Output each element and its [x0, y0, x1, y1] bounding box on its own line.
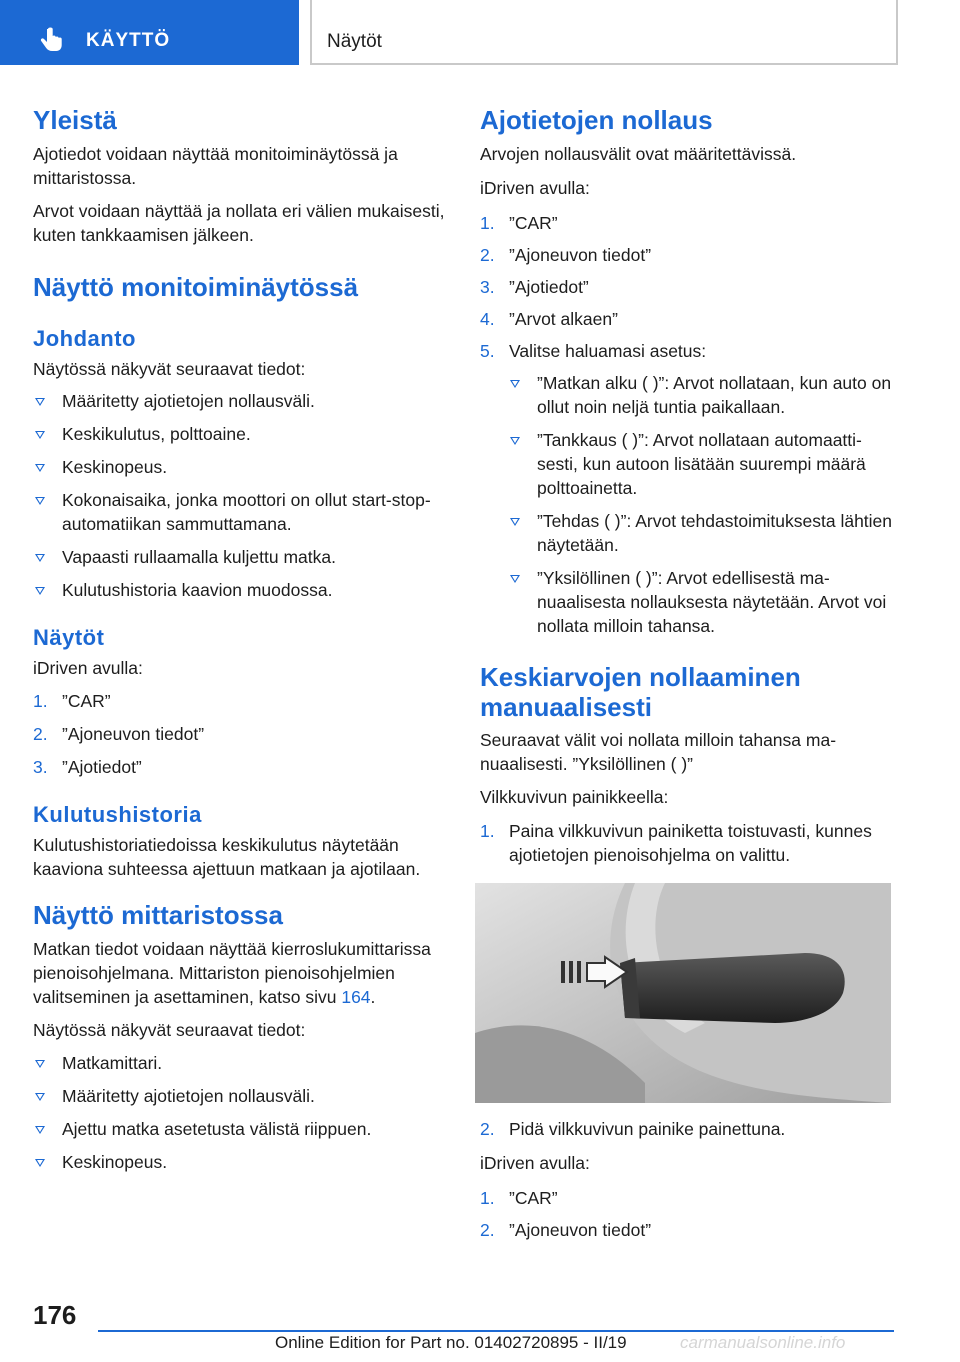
- paragraph: iDriven avulla:: [480, 178, 590, 198]
- paragraph-text: Matkan tiedot voidaan näyttää kierroslukumittarissa pienoisohjelmana. Mittariston pienoisohjelmien valitseminen ja asettaminen, katso sivu: [33, 939, 431, 1007]
- step-number: 1.: [480, 213, 495, 233]
- list-item: [480, 819, 895, 867]
- list-item: [33, 545, 448, 569]
- heading-keskiarvojen-nollaaminen: Keskiarvojen nollaaminen manuaalisesti: [480, 662, 801, 722]
- triangle-bullet-icon: [510, 380, 520, 388]
- heading-johdanto: Johdanto: [33, 326, 136, 351]
- step-list: [480, 1186, 895, 1242]
- paragraph: Ajotiedot voidaan näyttää monitoiminäytössä ja mittaristossa.: [33, 144, 398, 188]
- paragraph: Arvojen nollausvälit ovat määritettävissä.: [480, 144, 797, 164]
- list-item-text: Keskinopeus.: [62, 457, 168, 477]
- page-link[interactable]: 164: [341, 987, 371, 1007]
- list-item: [480, 275, 895, 299]
- list-item-text: Matkamittari.: [62, 1053, 163, 1073]
- stalk-button-photo: [475, 883, 891, 1103]
- list-item-text: Kulutushistoria kaavion muodossa.: [62, 580, 333, 600]
- list-item-text: Määritetty ajotietojen nollausväli.: [62, 391, 315, 411]
- list-item: [33, 389, 448, 413]
- section-label: Näytöt: [327, 31, 382, 52]
- list-item: [33, 689, 448, 713]
- heading-ajotietojen-nollaus: Ajotietojen nollaus: [480, 105, 713, 135]
- step-number: 3.: [33, 757, 48, 777]
- triangle-bullet-icon: [510, 518, 520, 526]
- triangle-bullet-icon: [35, 431, 45, 439]
- step-text: ”Ajoneuvon tiedot”: [62, 724, 205, 744]
- step-text: ”Arvot alkaen”: [509, 309, 618, 329]
- list-item-text: Kokonaisaika, jonka moottori on ollut start-stop-automatiikan sammuttamana.: [62, 490, 431, 534]
- list-item: [33, 1150, 448, 1174]
- step-text: Valitse haluamasi asetus:: [509, 341, 707, 361]
- triangle-bullet-icon: [510, 437, 520, 445]
- step-text: ”Ajotiedot”: [509, 277, 589, 297]
- section-tab: [310, 0, 898, 65]
- paragraph-text: .: [370, 987, 376, 1007]
- step-text: ”Ajoneuvon tiedot”: [509, 245, 652, 265]
- list-item: [480, 1117, 895, 1141]
- triangle-bullet-icon: [35, 398, 45, 406]
- list-item: [480, 339, 895, 363]
- triangle-bullet-icon: [35, 1060, 45, 1068]
- list-item: [508, 371, 895, 419]
- footer-divider: [98, 1330, 894, 1332]
- step-number: 2.: [480, 1119, 495, 1139]
- step-text: Pidä vilkkuvivun painike painettuna.: [509, 1119, 786, 1139]
- list-item: [480, 1218, 895, 1242]
- heading-kulutushistoria: Kulutushistoria: [33, 802, 202, 827]
- heading-yleista: Yleistä: [33, 105, 117, 135]
- list-item: [480, 211, 895, 235]
- list-item-text: ”Tehdas ( )”: Arvot tehdastoimituksesta lähtien näytetään.: [537, 511, 893, 555]
- step-text: ”CAR”: [509, 1188, 558, 1208]
- triangle-bullet-icon: [35, 554, 45, 562]
- triangle-bullet-icon: [35, 1159, 45, 1167]
- heading-naytot: Näytöt: [33, 625, 105, 650]
- paragraph: Näytössä näkyvät seuraavat tiedot:: [33, 359, 306, 379]
- triangle-bullet-icon: [35, 497, 45, 505]
- sub-bullet-list: [508, 371, 895, 638]
- photo-illustration: [475, 883, 891, 1103]
- step-number: 1.: [480, 1188, 495, 1208]
- list-item: [33, 1117, 448, 1141]
- list-item: [480, 1186, 895, 1210]
- triangle-bullet-icon: [35, 464, 45, 472]
- bullet-list: [33, 1051, 448, 1174]
- page-number: 176: [33, 1300, 77, 1330]
- chapter-label: KÄYTTÖ: [86, 30, 171, 51]
- list-item-text: Keskikulutus, polttoaine.: [62, 424, 251, 444]
- heading-monitoiminaytto: Näyttö monitoiminäytössä: [33, 272, 359, 302]
- right-column: [480, 100, 895, 1242]
- paragraph: [33, 937, 448, 1009]
- triangle-bullet-icon: [35, 1126, 45, 1134]
- list-item: [33, 422, 448, 446]
- bullet-list: [33, 389, 448, 602]
- paragraph: Kulutushistoriatiedoissa keskikulutus näytetään kaaviona suhteessa ajettuun matkaan ja ajotilaan.: [33, 835, 421, 879]
- step-number: 2.: [480, 245, 495, 265]
- edition-text: Online Edition for Part no. 01402720895 - II/19: [275, 1333, 627, 1352]
- list-item: [33, 722, 448, 746]
- step-text: ”Ajotiedot”: [62, 757, 142, 777]
- list-item-text: Keskinopeus.: [62, 1152, 168, 1172]
- list-item: [33, 455, 448, 479]
- list-item: [33, 755, 448, 779]
- list-item-text: ”Matkan alku ( )”: Arvot nollataan, kun auto on ollut noin neljä tuntia paikallaan.: [537, 373, 892, 417]
- paragraph: iDriven avulla:: [33, 658, 143, 678]
- triangle-bullet-icon: [35, 587, 45, 595]
- list-item: [480, 243, 895, 267]
- list-item: [480, 307, 895, 331]
- chapter-tab[interactable]: [0, 0, 299, 65]
- list-item: [508, 566, 895, 638]
- step-number: 2.: [33, 724, 48, 744]
- step-text: ”CAR”: [62, 691, 111, 711]
- step-text: ”Ajoneuvon tiedot”: [509, 1220, 652, 1240]
- step-text: ”CAR”: [509, 213, 558, 233]
- step-number: 2.: [480, 1220, 495, 1240]
- list-item: [33, 1051, 448, 1075]
- paragraph: Seuraavat välit voi nollata milloin tahansa manuaalisesti. ”Yksilöllinen ( )”: [480, 730, 837, 774]
- list-item: [33, 578, 448, 602]
- triangle-bullet-icon: [35, 1093, 45, 1101]
- triangle-bullet-icon: [510, 575, 520, 583]
- list-item-text: Määritetty ajotietojen nollausväli.: [62, 1086, 315, 1106]
- list-item: [508, 428, 895, 500]
- step-text: Paina vilkkuvivun painiketta toistuvasti, kunnes ajotietojen pienoisohjelma on valittu.: [509, 821, 872, 865]
- step-number: 1.: [33, 691, 48, 711]
- list-item-text: Vapaasti rullaamalla kuljettu matka.: [62, 547, 336, 567]
- step-list: [33, 689, 448, 779]
- step-number: 5.: [480, 341, 495, 361]
- heading-mittaristo: Näyttö mittaristossa: [33, 900, 283, 930]
- paragraph: Arvot voidaan näyttää ja nollata eri välien mukaisesti, kuten tankkaamisen jälkeen.: [33, 201, 445, 245]
- hand-pointer-icon: [36, 26, 66, 56]
- step-list: [480, 211, 895, 363]
- left-column: [33, 100, 448, 1174]
- list-item: [33, 488, 448, 536]
- list-item: [33, 1084, 448, 1108]
- paragraph: iDriven avulla:: [480, 1153, 590, 1173]
- step-number: 3.: [480, 277, 495, 297]
- list-item: [508, 509, 895, 557]
- step-number: 4.: [480, 309, 495, 329]
- list-item-text: ”Tankkaus ( )”: Arvot nollataan automaattisesti, kun autoon lisätään suurempi määrä polttoainetta.: [537, 430, 866, 498]
- watermark: carmanualsonline.info: [680, 1333, 846, 1352]
- paragraph: Näytössä näkyvät seuraavat tiedot:: [33, 1020, 306, 1040]
- paragraph: Vilkkuvivun painikkeella:: [480, 787, 669, 807]
- step-number: 1.: [480, 821, 495, 841]
- list-item-text: Ajettu matka asetetusta välistä riippuen.: [62, 1119, 372, 1139]
- list-item-text: ”Yksilöllinen ( )”: Arvot edellisestä manuaalisesta nollauksesta näytetään. Arvot voi nollata milloin tahansa.: [537, 568, 887, 636]
